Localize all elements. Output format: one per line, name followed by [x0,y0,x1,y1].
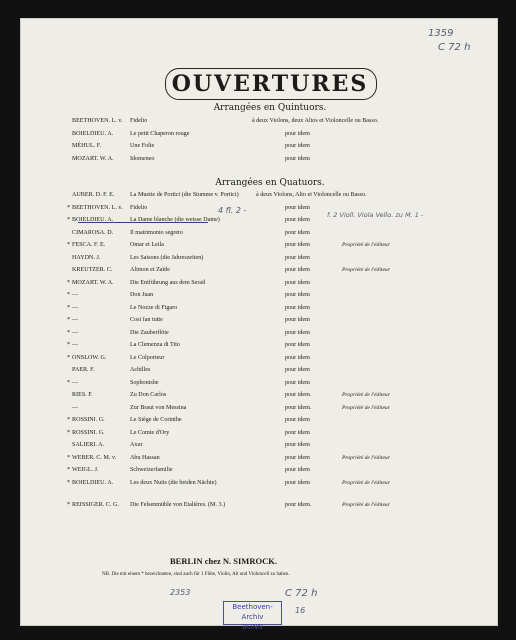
instrumentation: pour idem [285,342,310,348]
composer-name: FESCA. F. E. [72,242,106,248]
list-item [20,317,498,329]
composer-name: REISSIGER. C. G. [72,502,119,508]
work-title: Achilles [130,367,151,373]
work-title: Le Comte d'Ory [130,429,170,436]
list-item [20,455,498,467]
handwritten-call-number-bottom: C 72 h [285,588,318,599]
asterisk-mark: * [67,304,71,311]
list-item [20,380,498,392]
composer-name: — [72,292,79,298]
instrumentation: pour idem [285,367,310,373]
work-title: Cosi fan tutte [130,317,163,323]
rights-note: Propriété de l'éditeur [342,392,390,398]
work-title: Idomeneo [130,155,155,162]
composer-name: ROSSINI. G. [72,429,105,436]
instrumentation: pour idem [285,254,310,261]
composer-name: CIMAROSA. D. [72,229,114,236]
work-title: Schweizerfamilie [130,467,173,473]
list-item [20,392,498,404]
composer-name: — [72,329,79,336]
composer-name: BOIELDIEU. A. [72,130,114,137]
rights-note: Propriété de l'éditeur [342,479,390,486]
work-title: Fidelio [130,118,148,124]
asterisk-mark: * [67,317,71,323]
composer-name: RIES. F. [72,392,93,398]
list-item [20,156,498,168]
composer-name: MÉHUL. F. [72,143,102,149]
instrumentation: pour idem. [285,404,312,411]
instrumentation: pour idem [285,292,310,298]
asterisk-mark: * [67,454,71,461]
list-item [20,255,498,267]
list-item [20,330,498,342]
list-item [20,242,498,254]
instrumentation: pour idem [285,143,310,149]
work-title: Une Folie [130,143,155,149]
composer-name: BEETHOVEN. L. v. [72,118,123,124]
instrumentation: pour idem [285,417,310,423]
work-title: Die Entführung aus dem Serail [130,279,206,286]
sheet-page [20,18,498,631]
instrumentation: pour idem. [285,392,312,398]
instrumentation: pour idem [285,454,310,461]
heading-quintuors: Arrangées en Quintuors. [213,103,327,113]
asterisk-mark: * [67,502,71,508]
composer-name: WEBER. C. M. v. [72,454,117,461]
list-item [20,442,498,454]
work-title: Il matrimonio segreto [130,229,183,236]
list-item [20,405,498,417]
work-title: Zur Braut von Messina [130,404,187,411]
stamp-line2: BONN [242,623,263,631]
list-item [20,367,498,379]
instrumentation: pour idem [285,217,310,223]
composer-name: ROSSINI. G. [72,417,105,423]
composer-name: HAYDN. J. [72,254,101,261]
asterisk-mark: * [67,242,71,248]
list-item [20,118,498,130]
asterisk-mark: * [67,467,71,473]
work-title: Le Nozze di Figaro [130,304,178,311]
work-title: Alimon et Zaïde [130,267,170,273]
instrumentation: pour idem [285,155,310,162]
rights-note: Propriété de l'éditeur [342,267,390,273]
heading-quatuors: Arrangées en Quatuors. [215,178,325,188]
asterisk-mark: * [67,217,71,223]
rights-note: Propriété de l'éditeur [342,502,390,508]
composer-name: — [72,317,79,323]
work-title: Don Juan [130,292,154,298]
work-title: La Clemenza di Tito [130,342,180,348]
list-item [20,502,498,514]
list-item [20,417,498,429]
instrumentation: pour idem [285,242,310,248]
composer-name: BOIELDIEU. A. [72,217,114,223]
list-item [20,342,498,354]
instrumentation: pour idem [285,317,310,323]
work-title: Zu Don Carlos [130,392,167,398]
publisher: BERLIN chez N. SIMROCK. [170,556,277,566]
work-title: Le Colporteur [130,354,165,361]
instrumentation: pour idem [285,204,310,211]
asterisk-mark: * [67,279,71,286]
work-title: Die Felsenmühle von Etalières. (M. 3.) [130,502,226,508]
asterisk-mark: * [67,417,71,423]
instrumentation: pour idem [285,467,310,473]
asterisk-mark: * [67,354,71,361]
work-title: La Muette de Portici (die Stumme v. Portici) [130,192,239,198]
instrumentation: pour idem [285,329,310,336]
work-title: La Dame blanche (die weisse Dame) [130,217,220,223]
list-item [20,131,498,143]
work-title: Sophonisbe [130,379,159,386]
composer-name: — [72,404,79,411]
instrumentation: pour idem [285,379,310,386]
work-title: Le petit Chaperon rouge [130,130,190,137]
list-item [20,217,498,229]
work-title: Axur [130,442,143,448]
work-title: Die Zauberflöte [130,329,169,336]
asterisk-mark: * [67,292,71,298]
list-item [20,205,498,217]
asterisk-mark: * [67,329,71,336]
instrumentation: pour idem [285,229,310,236]
composer-name: BOIELDIEU. A. [72,479,114,486]
asterisk-mark: * [67,379,71,386]
handwritten-price: 4 fl. 2 - [218,206,247,215]
instrumentation: pour idem [285,479,310,486]
rights-note: Propriété de l'éditeur [342,242,390,248]
composer-name: PAER. F. [72,367,95,373]
list-item [20,355,498,367]
work-title: Omar et Leila [130,242,164,248]
instrumentation: pour idem [285,267,310,273]
list-item [20,230,498,242]
list-item [20,267,498,279]
list-item [20,480,498,492]
instrumentation: pour idem [285,304,310,311]
list-item [20,143,498,155]
page-title: OUVERTURES [171,71,369,97]
instrumentation: à deux Violons, deux Altos et Violoncelle ou Basso. [252,118,379,124]
composer-name: — [72,304,79,311]
composer-name: BEETHOVEN. L. v. [72,204,123,211]
rights-note: Propriété de l'éditeur [342,404,390,411]
work-title: Le Siège de Corinthe [130,417,182,423]
handwritten-shelfmark-top: 1359 [428,28,454,39]
footnote: NB. Die mit einem * bezeichneten, sind auch für 1 Flöte, Violin, Alt und Violoncell zu haben. [102,572,290,577]
composer-name: MOZART. W. A. [72,155,114,162]
handwritten-number-bottom-left: 2353 [170,588,191,597]
stamp-line1: Beethoven-Archiv [232,603,273,621]
asterisk-mark: * [67,342,71,348]
list-item [20,292,498,304]
composer-name: — [72,379,79,386]
composer-name: AUBER. D. F. E. [72,192,115,198]
composer-name: WEIGL. J. [72,467,99,473]
list-item [20,430,498,442]
asterisk-mark: * [67,204,71,211]
instrumentation: pour idem [285,442,310,448]
list-item [20,305,498,317]
archive-stamp [223,601,282,631]
instrumentation: pour idem. [285,502,312,508]
composer-name: MOZART. W. A. [72,279,114,286]
work-title: Fidelio [130,204,148,211]
composer-name: ONSLOW. G. [72,354,107,361]
work-title: Les deux Nuits (die beiden Nächte) [130,479,217,486]
list-item [20,467,498,479]
asterisk-mark: * [67,429,71,436]
list-item [20,192,498,204]
rights-note: Propriété de l'éditeur [342,454,390,461]
instrumentation: à deux Violons, Alto et Violoncelle ou Basso. [256,192,367,198]
instrumentation: pour idem [285,429,310,436]
list-item [20,280,498,292]
handwritten-call-number-top: C 72 h [438,42,471,53]
instrumentation: pour idem [285,354,310,361]
handwritten-page-number: 16 [295,606,306,615]
work-title: Abu Hassan [130,454,160,461]
composer-name: — [72,342,79,348]
composer-name: KREUTZER. C. [72,267,113,273]
asterisk-mark: * [67,479,71,486]
work-title: Les Saisons (die Jahreszeiten) [130,254,204,261]
instrumentation: pour idem [285,130,310,137]
composer-name: SALIERI. A. [72,442,104,448]
handwritten-margin-note: f. 2 Violl. Viola Vello. zu M. 1 - [327,211,424,219]
instrumentation: pour idem [285,279,310,286]
